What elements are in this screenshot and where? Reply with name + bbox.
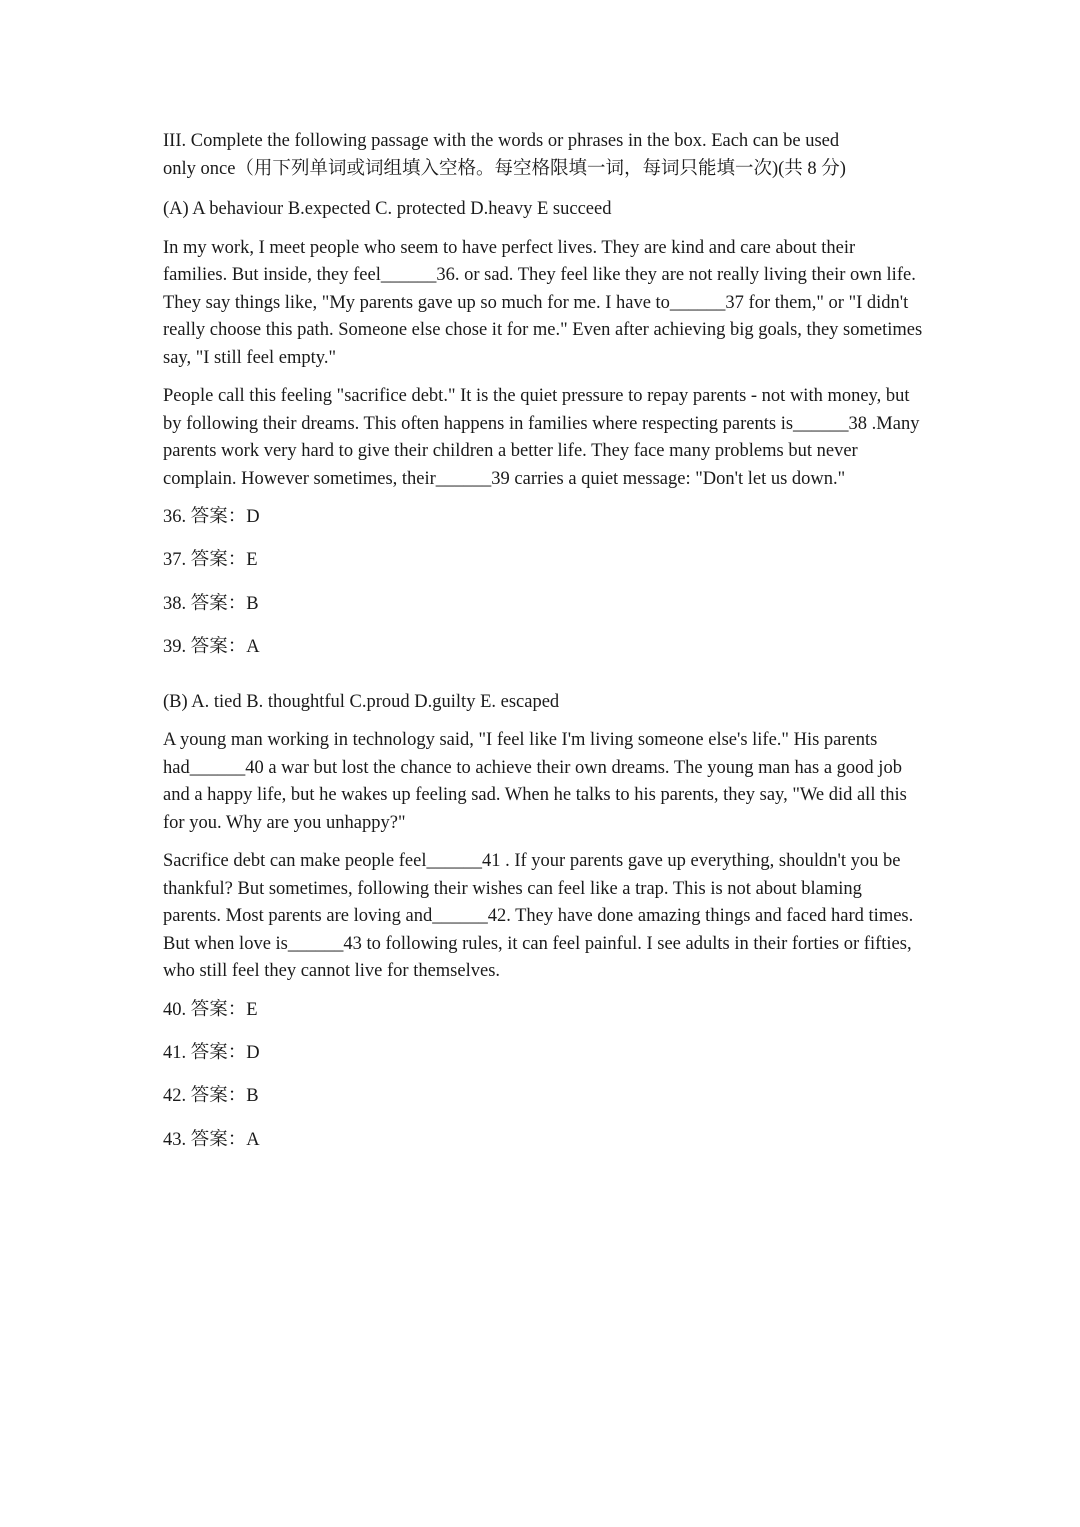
answer-42: 42. 答案：B [163, 1086, 259, 1107]
answer-item [163, 504, 923, 547]
document-page [163, 128, 923, 1181]
section-a-answer-list [163, 504, 923, 678]
section-instructions [163, 128, 923, 183]
answer-item [163, 547, 923, 590]
section-b-paragraph-2: Sacrifice debt can make people feel______41 . If your parents gave up everything, shouldn't you be thankful? But sometimes, following their wishes can feel like a trap. This is not about blaming parents. Most parents are loving and______42. They have done amazing things and faced hard times. But when love is______43 to following rules, it can feel painful. I see adults in their forties or fifties, who still feel they cannot live for themselves. [163, 851, 914, 982]
section-a-paragraph-2: People call this feeling "sacrifice debt." It is the quiet pressure to repay parents - not with money, but by following their dreams. This often happens in families where respecting parents is______38 .Many parents work very hard to give their children a better life. They face many problems but never complain. However sometimes, their______39 carries a quiet message: "Don't let us down." [163, 386, 920, 489]
answer-43: 43. 答案：A [163, 1129, 260, 1150]
section-b-word-box: (B) A. tied B. thoughtful C.proud D.guilty E. escaped [163, 691, 560, 712]
answer-item [163, 591, 923, 634]
answer-37: 37. 答案：E [163, 550, 258, 571]
section-a-paragraph-1: In my work, I meet people who seem to have perfect lives. They are kind and care about their families. But inside, they feel______36. or sad. They feel like they are not really living their own life. They say things like, "My parents gave up so much for me. I have to______37 for them," or "I didn't really choose this path. Someone else chose it for me." Even after achieving big goals, they sometimes say, "I still feel empty." [163, 237, 923, 368]
section-b-answer-list [163, 997, 923, 1171]
answer-38: 38. 答案：B [163, 593, 259, 614]
section-a-word-box: (A) A behaviour B.expected C. protected D.heavy E succeed [163, 199, 612, 219]
answer-item [163, 1127, 923, 1170]
answer-40: 40. 答案：E [163, 999, 258, 1020]
answer-36: 36. 答案：D [163, 507, 260, 527]
answer-39: 39. 答案：A [163, 637, 260, 658]
answer-41: 41. 答案：D [163, 1042, 260, 1063]
instructions-line-1: III. Complete the following passage with the words or phrases in the box. Each can be used [163, 131, 840, 151]
answer-item [163, 997, 923, 1040]
answer-item [163, 1040, 923, 1083]
answer-item [163, 1083, 923, 1126]
section-b-paragraph-1: A young man working in technology said, "I feel like I'm living someone else's life." His parents had______40 a war but lost the chance to achieve their own dreams. The young man has a good job and a happy life, but he wakes up feeling sad. When he talks to his parents, they say, "We did all this for you. Why are you unhappy?" [163, 730, 907, 833]
answer-item [163, 634, 923, 677]
instructions-line-2: only once（用下列单词或词组填入空格。每空格限填一词，每词只能填一次)(共 8 分) [163, 158, 846, 179]
